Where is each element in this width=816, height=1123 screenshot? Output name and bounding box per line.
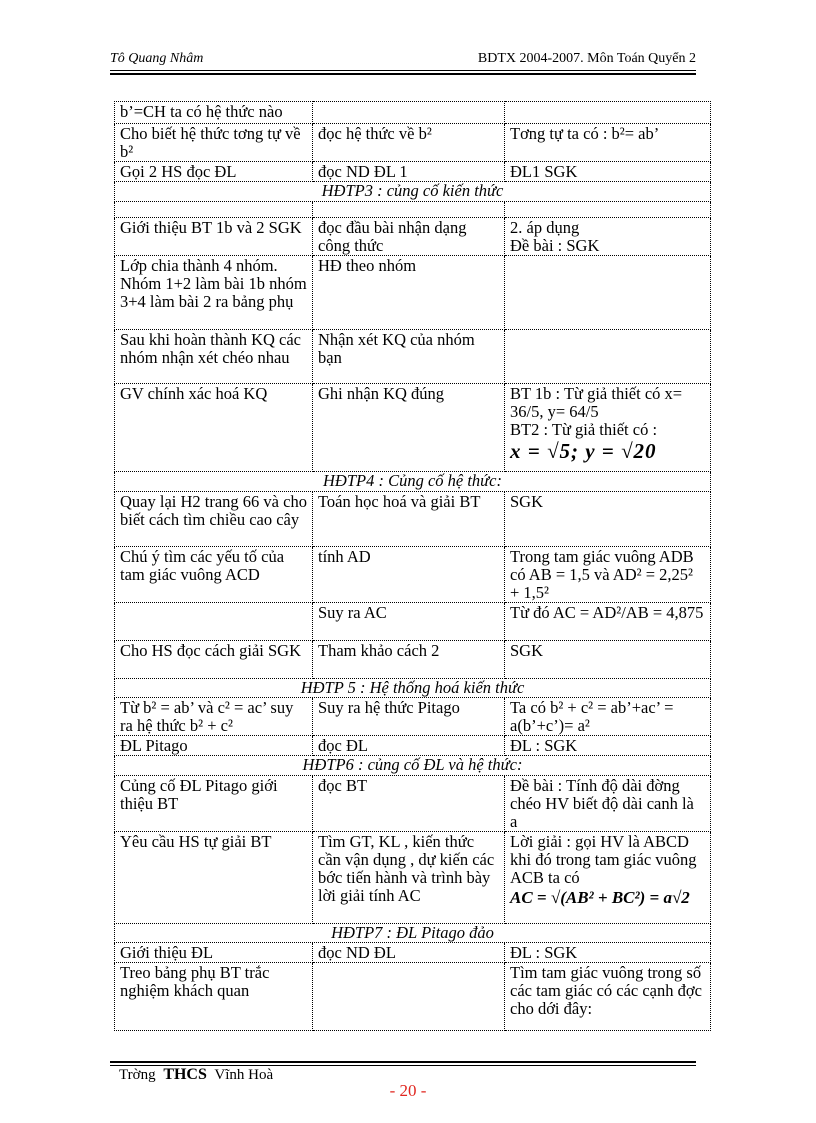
content-cell bbox=[505, 776, 711, 832]
teacher-activity-cell bbox=[115, 963, 313, 1031]
table-row bbox=[115, 698, 711, 736]
content-cell bbox=[505, 963, 711, 1031]
student-activity-cell bbox=[313, 202, 505, 218]
section-heading-row bbox=[115, 756, 711, 776]
cell-text: Yêu cầu HS tự giải BT bbox=[120, 832, 272, 851]
content-cell bbox=[505, 102, 711, 124]
student-activity-cell bbox=[313, 943, 505, 963]
table-row bbox=[115, 776, 711, 832]
content-cell bbox=[505, 547, 711, 603]
cell-text: ĐL : SGK bbox=[510, 736, 578, 755]
table-row bbox=[115, 641, 711, 679]
content-cell bbox=[505, 124, 711, 162]
cell-text: ĐL : SGK bbox=[510, 943, 578, 962]
teacher-activity-cell bbox=[115, 330, 313, 384]
content-cell bbox=[505, 736, 711, 756]
cell-text: đọc hệ thức về b² bbox=[318, 124, 432, 143]
cell-text: Nhận xét KQ của nhóm bạn bbox=[318, 330, 475, 367]
cell-text: Cho HS đọc cách giải SGK bbox=[120, 641, 302, 660]
table-row bbox=[115, 943, 711, 963]
student-activity-cell bbox=[313, 218, 505, 256]
cell-text: Tìm GT, KL , kiến thức cần vận dụng , dự kiến các bớc tiến hành và trình bày lời giải tính AC bbox=[318, 832, 495, 905]
cell-text: Củng cố ĐL Pitago giới thiệu BT bbox=[120, 776, 278, 813]
cell-text: HĐ theo nhóm bbox=[318, 256, 417, 275]
cell-text: Tơng tự ta có : b²= ab’ bbox=[510, 124, 660, 143]
cell-text: đọc đầu bài nhận dạng công thức bbox=[318, 218, 467, 255]
cell-text: Quay lại H2 trang 66 và cho biết cách tìm chiều cao cây bbox=[120, 492, 307, 529]
cell-text: Giới thiệu BT 1b và 2 SGK bbox=[120, 218, 302, 237]
cell-text: tính AD bbox=[318, 547, 371, 566]
student-activity-cell bbox=[313, 832, 505, 924]
cell-text: Đề bài : Tính độ dài đờng chéo HV biết độ dài canh là a bbox=[510, 776, 694, 831]
cell-text: Toán học hoá và giải BT bbox=[318, 492, 481, 511]
cell-text: 2. áp dụng Đề bài : SGK bbox=[510, 218, 600, 255]
page-number: - 20 - bbox=[389, 1081, 427, 1100]
footer-rule-thick bbox=[110, 1061, 696, 1063]
table-row bbox=[115, 218, 711, 256]
teacher-activity-cell bbox=[115, 102, 313, 124]
teacher-activity-cell bbox=[115, 384, 313, 472]
cell-text: Giới thiệu ĐL bbox=[120, 943, 214, 962]
cell-text: SGK bbox=[510, 641, 544, 660]
content-cell bbox=[505, 641, 711, 679]
student-activity-cell bbox=[313, 698, 505, 736]
student-activity-cell bbox=[313, 641, 505, 679]
content-cell bbox=[505, 218, 711, 256]
cell-text: Chú ý tìm các yếu tố của tam giác vuông ACD bbox=[120, 547, 285, 584]
teacher-activity-cell bbox=[115, 943, 313, 963]
student-activity-cell bbox=[313, 603, 505, 641]
cell-text: ĐL1 SGK bbox=[510, 162, 578, 181]
cell-text: đọc ND ĐL 1 bbox=[318, 162, 408, 181]
content-cell bbox=[505, 698, 711, 736]
footer-school-bold: THCS bbox=[163, 1066, 207, 1083]
teacher-activity-cell bbox=[115, 641, 313, 679]
teacher-activity-cell bbox=[115, 603, 313, 641]
teacher-activity-cell bbox=[115, 832, 313, 924]
header-rule-thick bbox=[110, 73, 696, 75]
teacher-activity-cell bbox=[115, 547, 313, 603]
cell-text: Ta có b² + c² = ab’+ac’ = a(b’+c’)= a² bbox=[510, 698, 674, 735]
header-rule bbox=[110, 70, 696, 71]
content-cell bbox=[505, 492, 711, 547]
cell-text: ĐL Pitago bbox=[120, 736, 188, 755]
cell-text: b’=CH ta có hệ thức nào bbox=[120, 102, 283, 121]
teacher-activity-cell bbox=[115, 218, 313, 256]
section-heading-row bbox=[115, 472, 711, 492]
cell-text: Treo bảng phụ BT trắc nghiệm khách quan bbox=[120, 963, 270, 1000]
section-heading-row bbox=[115, 182, 711, 202]
table-row bbox=[115, 384, 711, 472]
student-activity-cell bbox=[313, 330, 505, 384]
footer-school-prefix: Trờng bbox=[119, 1067, 156, 1083]
cell-text: Tham khảo cách 2 bbox=[318, 641, 440, 660]
cell-text: đọc ĐL bbox=[318, 736, 368, 755]
table-row bbox=[115, 832, 711, 924]
content-cell bbox=[505, 832, 711, 924]
section-heading-row bbox=[115, 924, 711, 943]
cell-text: Lớp chia thành 4 nhóm. Nhóm 1+2 làm bài 1b nhóm 3+4 làm bài 2 ra bảng phụ bbox=[120, 256, 307, 311]
table-row bbox=[115, 330, 711, 384]
table-row bbox=[115, 102, 711, 124]
table-row bbox=[115, 162, 711, 182]
content-cell bbox=[505, 202, 711, 218]
table-row bbox=[115, 256, 711, 330]
cell-text: Ghi nhận KQ đúng bbox=[318, 384, 445, 403]
page-header bbox=[110, 51, 696, 71]
content-cell bbox=[505, 384, 711, 472]
table-row bbox=[115, 603, 711, 641]
cell-text: Sau khi hoàn thành KQ các nhóm nhận xét chéo nhau bbox=[120, 330, 301, 367]
cell-text: GV chính xác hoá KQ bbox=[120, 384, 268, 403]
table-row bbox=[115, 963, 711, 1031]
cell-text: đọc BT bbox=[318, 776, 368, 795]
header-author: Tô Quang Nhâm bbox=[110, 51, 204, 66]
cell-text: Lời giải : gọi HV là ABCD khi đó trong tam giác vuông ACB ta có bbox=[510, 832, 697, 887]
formula: AC = √(AB² + BC²) = a√2 bbox=[510, 888, 690, 907]
section-heading: HĐTP 5 : Hệ thống hoá kiến thức bbox=[115, 679, 711, 698]
cell-text: Cho biết hệ thức tơng tự về b² bbox=[120, 124, 301, 161]
teacher-activity-cell bbox=[115, 256, 313, 330]
section-heading-row bbox=[115, 679, 711, 698]
teacher-activity-cell bbox=[115, 162, 313, 182]
cell-text: BT 1b : Từ giả thiết có x= 36/5, y= 64/5 BT2 : Từ giả thiết có : bbox=[510, 384, 683, 439]
formula: x = √5; y = √20 bbox=[510, 439, 657, 463]
footer-school-suffix: Vĩnh Hoà bbox=[214, 1067, 274, 1083]
cell-text: Gọi 2 HS đọc ĐL bbox=[120, 162, 237, 181]
teacher-activity-cell bbox=[115, 124, 313, 162]
student-activity-cell bbox=[313, 547, 505, 603]
table-row bbox=[115, 547, 711, 603]
student-activity-cell bbox=[313, 256, 505, 330]
student-activity-cell bbox=[313, 963, 505, 1031]
cell-text: Từ b² = ab’ và c² = ac’ suy ra hệ thức b² + c² bbox=[120, 698, 294, 735]
header-title: BDTX 2004-2007. Môn Toán Quyển 2 bbox=[477, 51, 696, 66]
teacher-activity-cell bbox=[115, 736, 313, 756]
cell-text: đọc ND ĐL bbox=[318, 943, 396, 962]
content-cell bbox=[505, 943, 711, 963]
student-activity-cell bbox=[313, 736, 505, 756]
content-cell bbox=[505, 603, 711, 641]
cell-text: Suy ra AC bbox=[318, 603, 387, 622]
table-row bbox=[115, 736, 711, 756]
student-activity-cell bbox=[313, 384, 505, 472]
content-cell bbox=[505, 162, 711, 182]
section-heading: HĐTP3 : củng cố kiến thức bbox=[115, 182, 711, 202]
cell-text: SGK bbox=[510, 492, 544, 511]
student-activity-cell bbox=[313, 162, 505, 182]
student-activity-cell bbox=[313, 102, 505, 124]
cell-text: Suy ra hệ thức Pitago bbox=[318, 698, 460, 717]
student-activity-cell bbox=[313, 124, 505, 162]
section-heading: HĐTP7 : ĐL Pitago đảo bbox=[115, 924, 711, 943]
table-row bbox=[115, 202, 711, 218]
student-activity-cell bbox=[313, 776, 505, 832]
teacher-activity-cell bbox=[115, 698, 313, 736]
cell-text: Từ đó AC = AD²/AB = 4,875 bbox=[510, 603, 704, 622]
content-cell bbox=[505, 330, 711, 384]
content-cell bbox=[505, 256, 711, 330]
section-heading: HĐTP4 : Củng cố hệ thức: bbox=[115, 472, 711, 492]
cell-text: Tìm tam giác vuông trong số các tam giác có các cạnh đợc cho dới đây: bbox=[510, 963, 702, 1018]
lesson-table bbox=[114, 101, 711, 1031]
table-row bbox=[115, 492, 711, 547]
teacher-activity-cell bbox=[115, 776, 313, 832]
cell-text: Trong tam giác vuông ADB có AB = 1,5 và AD² = 2,25² + 1,5² bbox=[510, 547, 694, 602]
table-row bbox=[115, 124, 711, 162]
teacher-activity-cell bbox=[115, 202, 313, 218]
teacher-activity-cell bbox=[115, 492, 313, 547]
section-heading: HĐTP6 : củng cố ĐL và hệ thức: bbox=[115, 756, 711, 776]
student-activity-cell bbox=[313, 492, 505, 547]
